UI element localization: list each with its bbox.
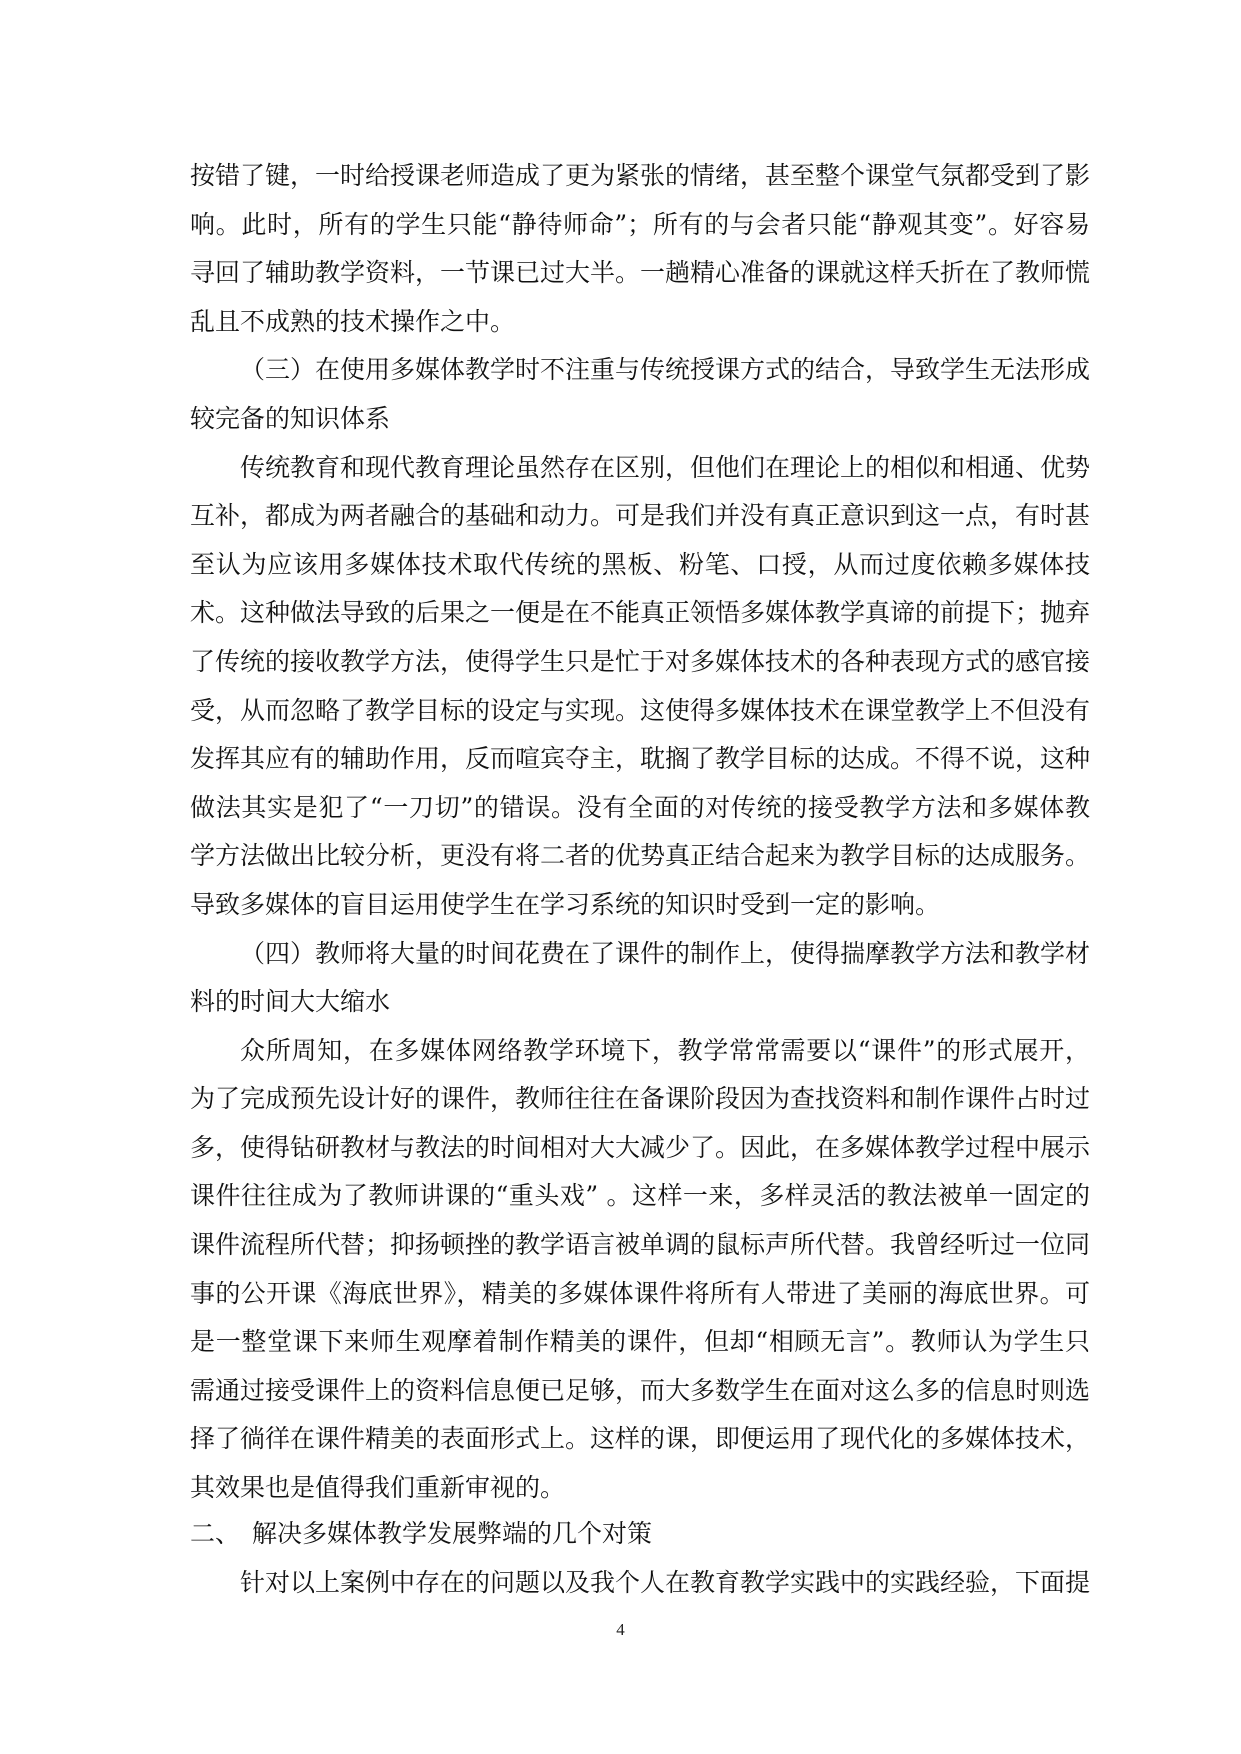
section-title: 解决多媒体教学发展弊端的几个对策 <box>252 1518 653 1548</box>
paragraph-courseware: 众所周知，在多媒体网络教学环境下，教学常常需要以“课件”的形式展开，为了完成预先设计好的课件，教师往往在备课阶段因为查找资料和制作课件占时过多，使得钻研教材与教法的时间相对大大减少了。因此，在多媒体教学过程中展示课件往往成为了教师讲课的“重头戏” 。这样一来，多样灵活的教法被单一固定的课件流程所代替；抑扬顿挫的教学语言被单调的鼠标声所代替。我曾经听过一位同事的公开课《海底世界》，精美的多媒体课件将所有人带进了美丽的海底世界。可是一整堂课下来师生观摩着制作精美的课件，但却“相顾无言”。教师认为学生只需通过接受课件上的资料信息便已足够，而大多数学生在面对这么多的信息时则选择了徜徉在课件精美的表面形式上。这样的课，即便运用了现代化的多媒体技术，其效果也是值得我们重新审视的。 <box>190 1035 1091 1503</box>
section-number: 二、 <box>190 1518 241 1548</box>
paragraph-traditional-education: 传统教育和现代教育理论虽然存在区别，但他们在理论上的相似和相通、优势互补，都成为两者融合的基础和动力。可是我们并没有真正意识到这一点，有时甚至认为应该用多媒体技术取代传统的黑板、粉笔、口授，从而过度依赖多媒体技术。这种做法导致的后果之一便是在不能真正领悟多媒体教学真谛的前提下；抛弃了传统的接收教学方法，使得学生只是忙于对多媒体技术的各种表现方式的感官接受，从而忽略了教学目标的设定与实现。这使得多媒体技术在课堂教学上不但没有发挥其应有的辅助作用，反而喧宾夺主，耽搁了教学目标的达成。不得不说，这种做法其实是犯了“一刀切”的错误。没有全面的对传统的接受教学方法和多媒体教学方法做出比较分析，更没有将二者的优势真正结合起来为教学目标的达成服务。导致多媒体的盲目运用使学生在学习系统的知识时受到一定的影响。 <box>190 452 1091 919</box>
paragraph-continued: 按错了键，一时给授课老师造成了更为紧张的情绪，甚至整个课堂气氛都受到了影响。此时，所有的学生只能“静待师命”；所有的与会者只能“静观其变”。好容易寻回了辅助教学资料，一节课已过大半。一趟精心准备的课就这样夭折在了教师慌乱且不成熟的技术操作之中。 <box>190 161 1091 336</box>
document-page <box>190 152 1090 1607</box>
subheading-three: （三）在使用多媒体教学时不注重与传统授课方式的结合，导致学生无法形成较完备的知识体系 <box>190 355 1091 433</box>
section-heading-two <box>190 1515 1090 1553</box>
subheading-four: （四）教师将大量的时间花费在了课件的制作上，使得揣摩教学方法和教学材料的时间大大缩水 <box>190 938 1091 1017</box>
paragraph-countermeasures: 针对以上案例中存在的问题以及我个人在教育教学实践中的实践经验，下面提 <box>240 1567 1091 1597</box>
page-number: 4 <box>616 1620 625 1639</box>
